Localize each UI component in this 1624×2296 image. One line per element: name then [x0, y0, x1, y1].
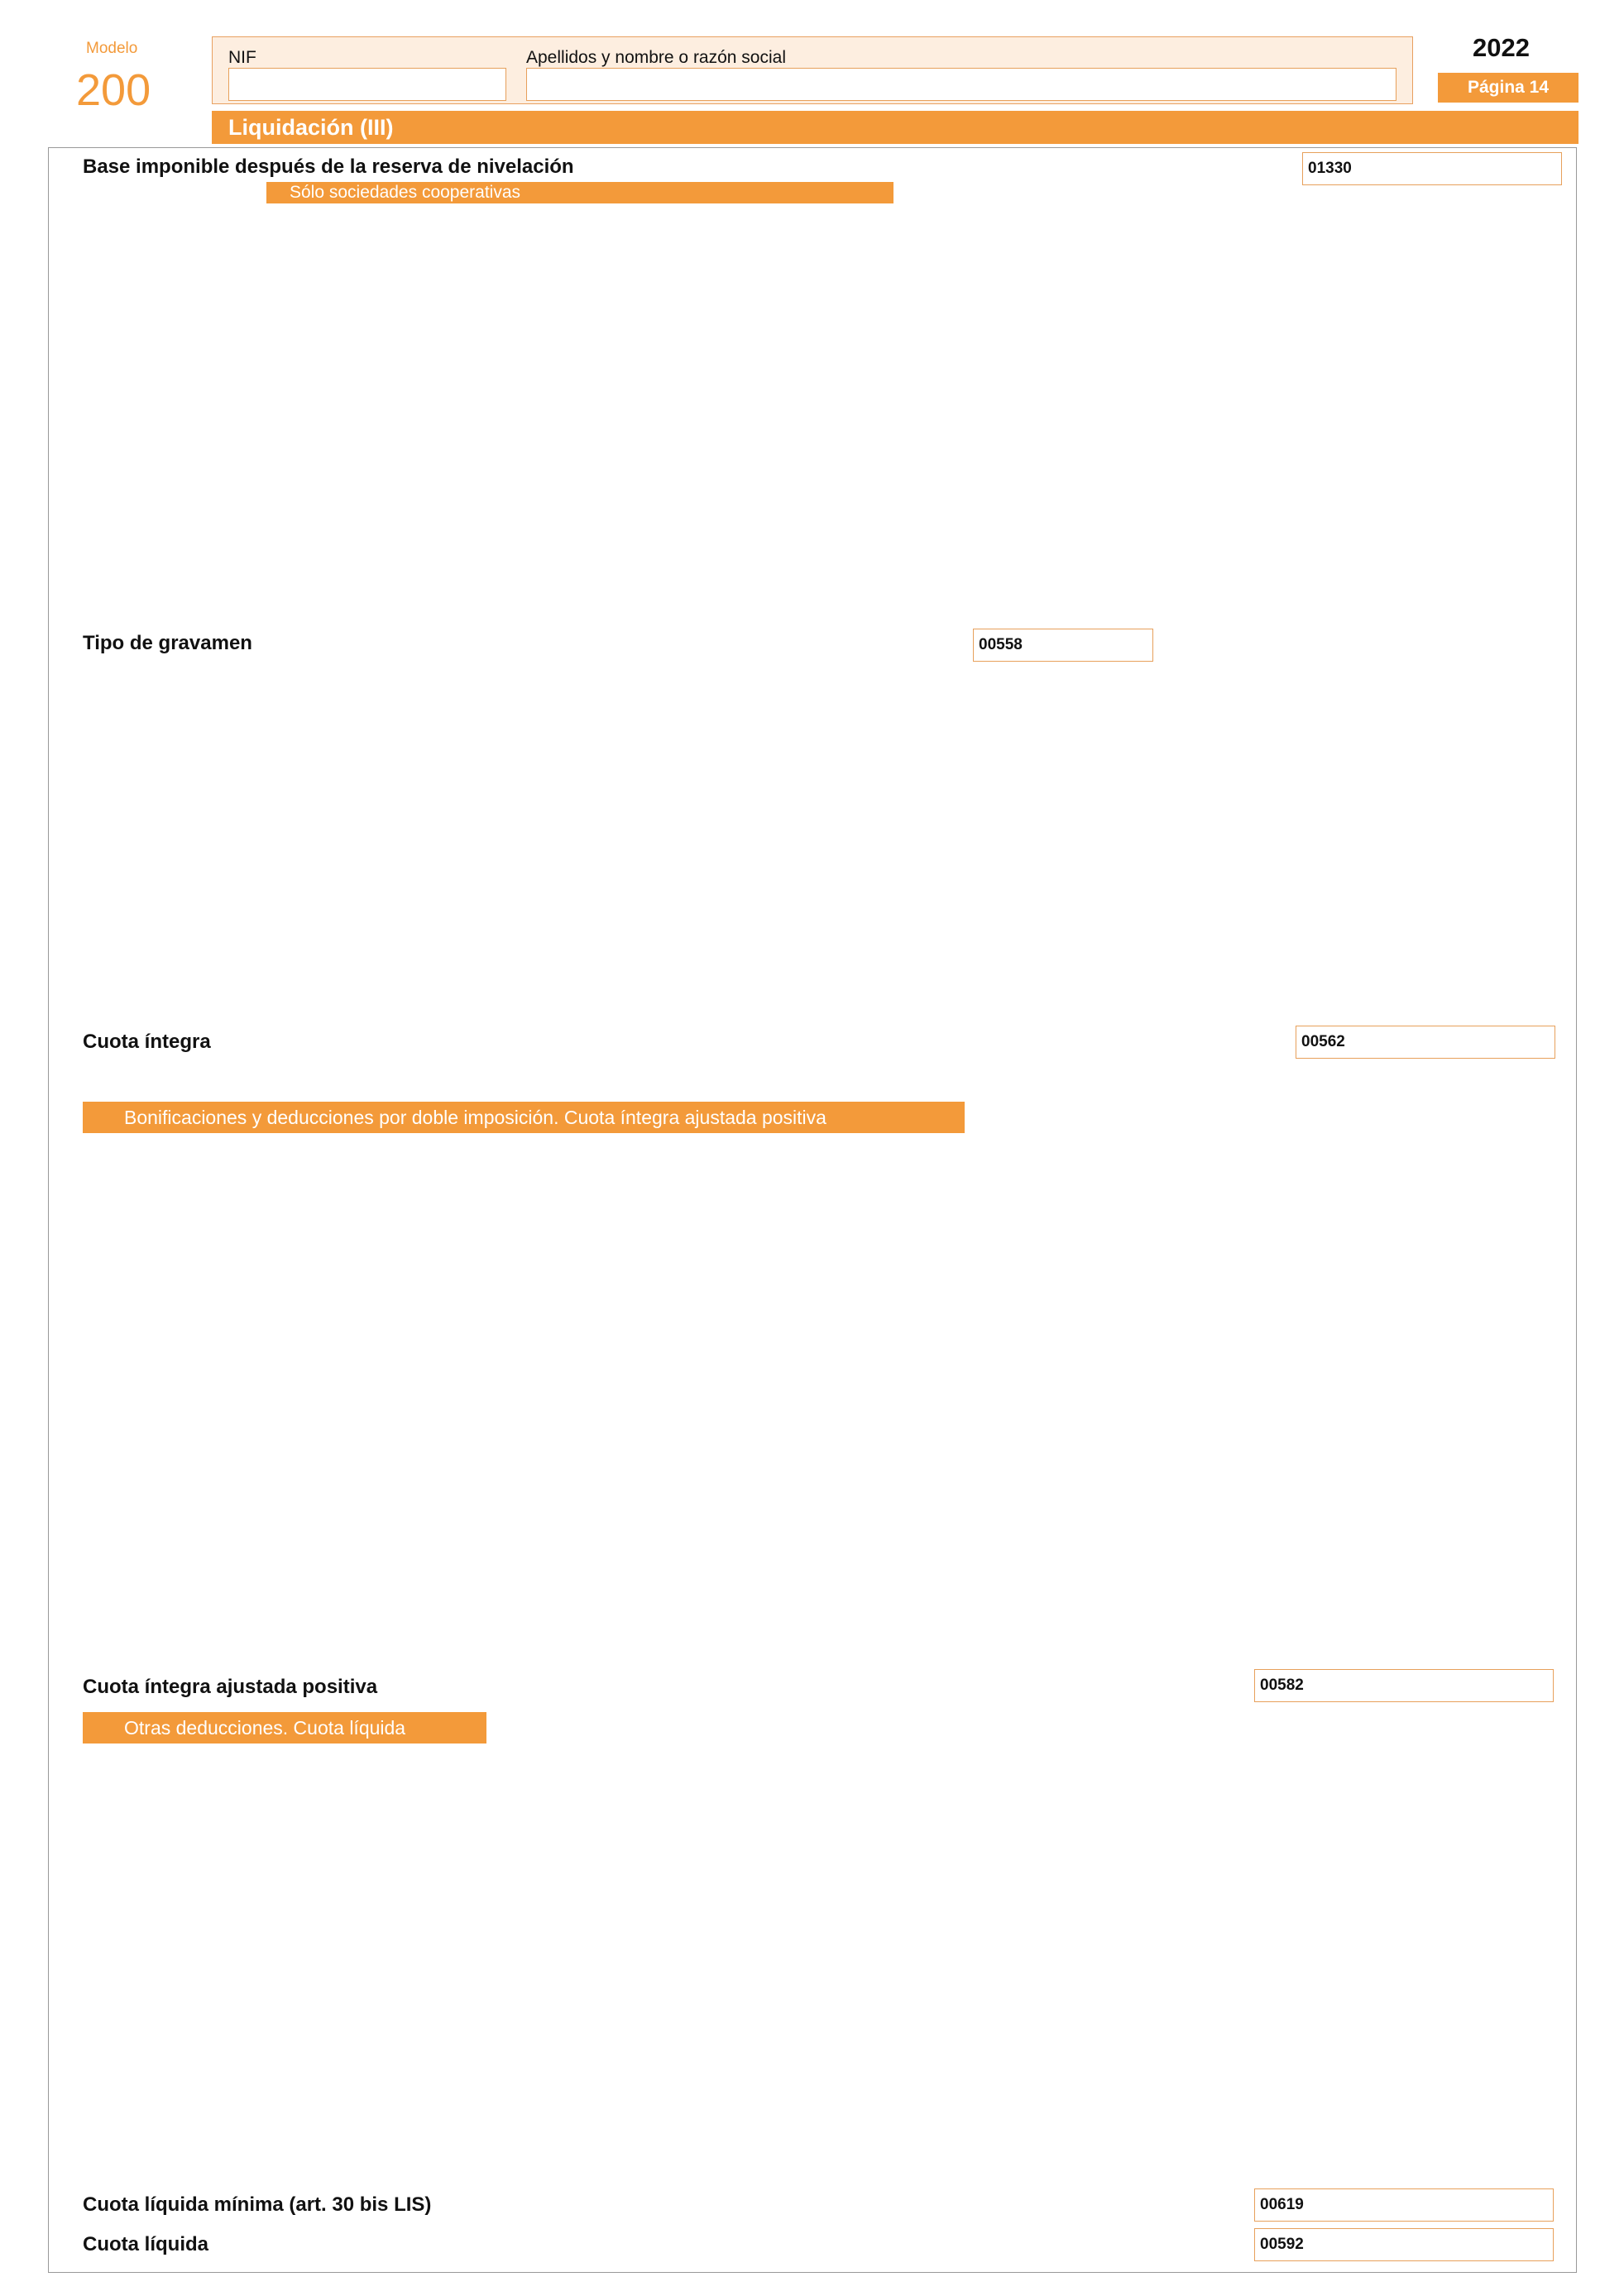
form-border — [48, 147, 1577, 2273]
base-label: Base imponible después de la reserva de nivelación — [83, 155, 574, 178]
minima-label: Cuota líquida mínima (art. 30 bis LIS) — [83, 2193, 432, 2216]
band-otras: Otras deducciones. Cuota líquida — [83, 1712, 486, 1744]
field-00558[interactable]: 00558 — [973, 629, 1153, 662]
field-00619[interactable]: 00619 — [1254, 2188, 1554, 2222]
nif-label: NIF — [228, 48, 256, 67]
cuota-label: Cuota íntegra — [83, 1031, 211, 1053]
name-field[interactable] — [526, 68, 1396, 101]
band-bonificaciones: Bonificaciones y deducciones por doble imposición. Cuota íntegra ajustada positiva — [83, 1102, 965, 1133]
band-cooperativas: Sólo sociedades cooperativas — [266, 182, 893, 203]
year: 2022 — [1473, 33, 1530, 62]
nif-field[interactable] — [228, 68, 506, 101]
field-00592[interactable]: 00592 — [1254, 2228, 1554, 2261]
field-00582[interactable]: 00582 — [1254, 1669, 1554, 1702]
page-number: Página 14 — [1438, 73, 1578, 103]
liquida-label: Cuota líquida — [83, 2233, 208, 2255]
field-00562[interactable]: 00562 — [1296, 1026, 1555, 1059]
tipo-label: Tipo de gravamen — [83, 632, 252, 654]
modelo-label: Modelo — [86, 40, 138, 57]
field-01330[interactable]: 01330 — [1302, 152, 1562, 185]
ajustada-label: Cuota íntegra ajustada positiva — [83, 1676, 378, 1698]
section-title: Liquidación (III) — [212, 111, 1578, 144]
name-label: Apellidos y nombre o razón social — [526, 48, 786, 67]
modelo-number: 200 — [76, 65, 151, 115]
